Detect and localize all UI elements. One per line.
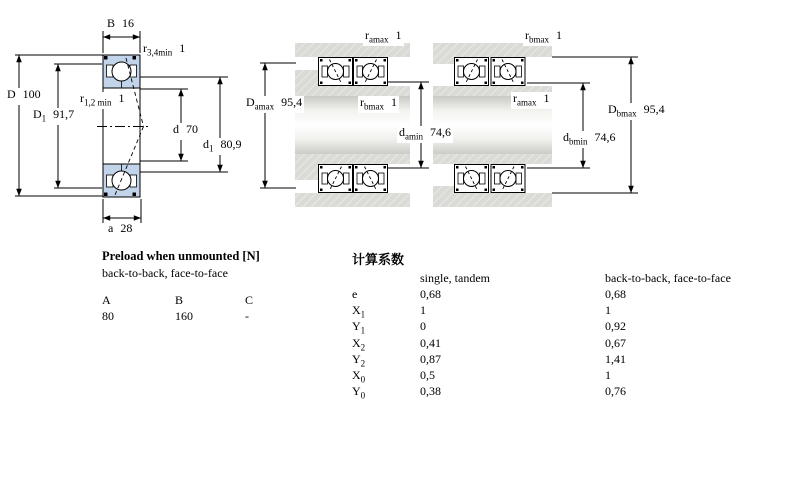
factor-row-e: e 0,68 0,68 [352, 287, 626, 301]
factor-row-x0: $X_0$ 0,5 1 [352, 368, 611, 385]
preload-header-row: A B C [102, 293, 254, 307]
factors-col2-header: back-to-back, face-to-face [605, 271, 731, 285]
dim-label-D1: $D_1$ 91,7 [33, 107, 75, 124]
factor-row-y1: $Y_1$ 0 0,92 [352, 319, 626, 336]
factors-title: 计算系数 [352, 252, 405, 267]
dim-label-damin: $d_{amin}$ 74,6 [399, 125, 451, 142]
dim-label-r12min: $r_{1,2 min}$ 1 [80, 91, 125, 108]
dim-label-dbmin: $d_{bmin}$ 74,6 [563, 130, 616, 147]
paired-arrangement-b-diagram [433, 43, 638, 207]
dim-label-Dbmax: $D_{bmax}$ 95,4 [608, 102, 665, 119]
factor-row-x1: $X_1$ 1 1 [352, 303, 611, 320]
dim-label-ramax-mid: $r_{amax}$ 1 [513, 91, 550, 108]
dim-label-d: d 70 [171, 123, 200, 140]
dim-label-Damax: $D_{amax}$ 95,4 [246, 95, 303, 112]
dim-label-r34min: $r_{3,4min}$ 1 [143, 41, 186, 58]
factors-col1-header: single, tandem [420, 271, 490, 285]
factor-row-y2: $Y_2$ 0,87 1,41 [352, 352, 626, 369]
preload-value-row: 80 160 - [102, 309, 249, 323]
dim-label-B: B 16 [105, 17, 136, 34]
factor-row-x2: $X_2$ 0,41 0,67 [352, 336, 626, 353]
dim-label-D: D 100 [5, 88, 43, 105]
dim-label-d1: $d_1$ 80,9 [203, 137, 242, 154]
dim-label-ramax-top: $r_{amax}$ 1 [365, 28, 402, 45]
dim-label-rbmax-mid: $r_{bmax}$ 1 [360, 95, 397, 112]
preload-subtitle: back-to-back, face-to-face [102, 266, 228, 280]
dim-label-rbmax-top: $r_{bmax}$ 1 [525, 28, 562, 45]
factor-row-y0: $Y_0$ 0,38 0,76 [352, 384, 626, 401]
preload-title: Preload when unmounted [N] [102, 249, 260, 263]
dim-label-a: a 28 [106, 222, 134, 239]
